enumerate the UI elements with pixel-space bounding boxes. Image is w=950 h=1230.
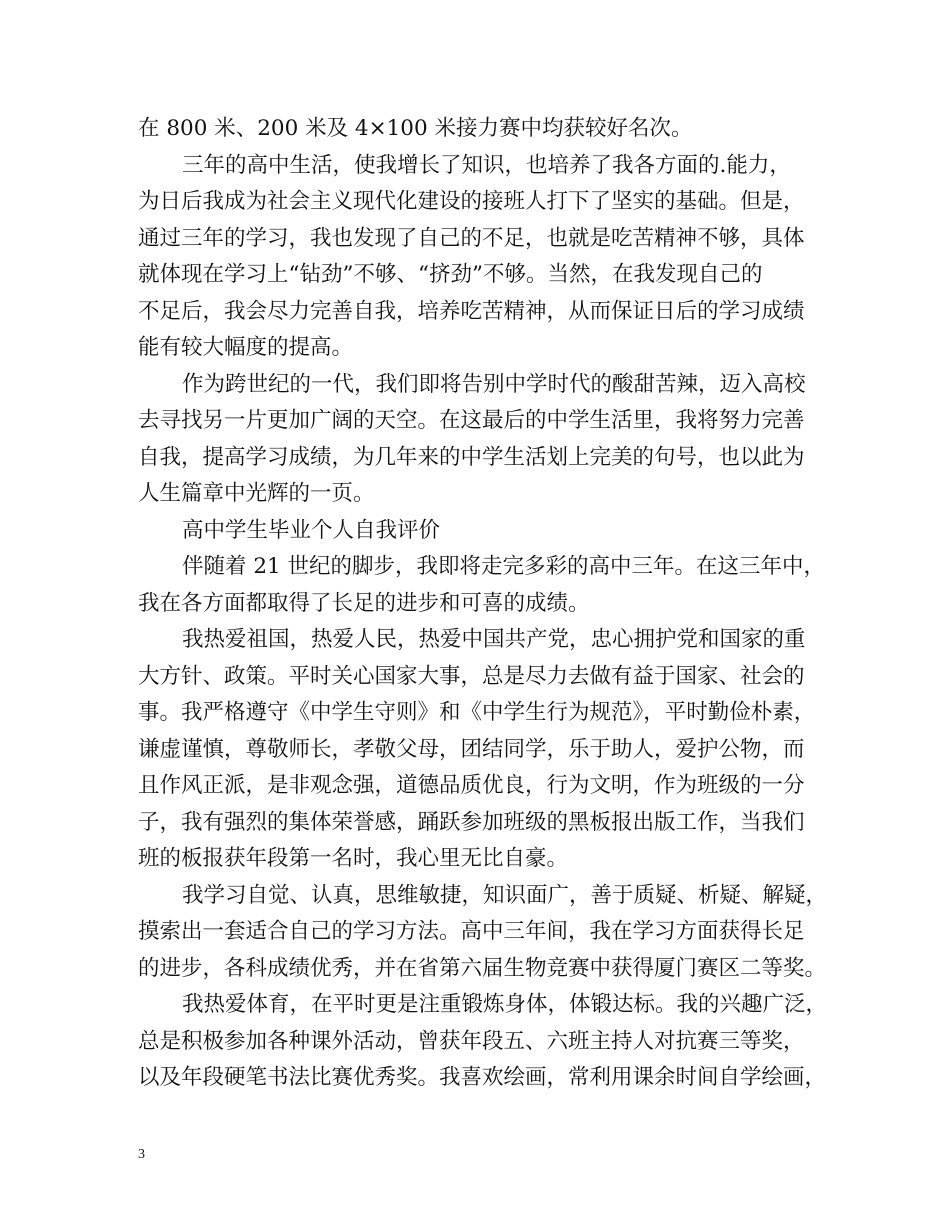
text-line: 人生篇章中光辉的一页。: [138, 481, 375, 506]
text-line: 以及年段硬笔书法比赛优秀奖。我喜欢绘画，常利用课余时间自学绘画，: [138, 1065, 827, 1090]
text-line: 子，我有强烈的集体荣誉感，踊跃参加班级的黑板报出版工作，当我们: [138, 809, 805, 835]
text-line: 为日后我成为社会主义现代化建设的接班人打下了坚实的基础。但是，: [138, 189, 805, 214]
text-line: 班的板报获年段第一名时，我心里无比自豪。: [138, 846, 569, 871]
text-line: 就体现在学习上“钻劲”不够、“挤劲”不够。当然，在我发现自己的: [138, 262, 763, 287]
text-line: 我热爱体育，在平时更是注重锻炼身体，体锻达标。我的兴趣广泛，: [182, 992, 828, 1017]
text-line: 自我，提高学习成绩，为几年来的中学生活划上完美的句号，也以此为: [138, 444, 805, 470]
text-line: 我学习自觉、认真，思维敏捷，知识面广，善于质疑、析疑、解疑，: [182, 882, 828, 908]
text-line: 我在各方面都取得了长足的进步和可喜的成绩。: [138, 590, 590, 616]
text-line: 大方针、政策。平时关心国家大事，总是尽力去做有益于国家、社会的: [138, 663, 805, 689]
text-line: 摸索出一套适合自己的学习方法。高中三年间，我在学习方面获得长足: [138, 919, 805, 944]
page-number: 3: [138, 1147, 145, 1162]
text-line: 不足后，我会尽力完善自我，培养吃苦精神，从而保证日后的学习成绩: [138, 298, 805, 324]
text-line: 通过三年的学习，我也发现了自己的不足，也就是吃苦精神不够，具体: [138, 225, 805, 251]
text-line: 我热爱祖国，热爱人民，热爱中国共产党，忠心拥护党和国家的重: [182, 627, 806, 652]
text-line: 作为跨世纪的一代，我们即将告别中学时代的酸甜苦辣，迈入高校: [182, 371, 806, 397]
text-line: 能有较大幅度的提高。: [138, 335, 354, 360]
text-line: 总是积极参加各种课外活动，曾获年段五、六班主持人对抗赛三等奖，: [138, 1028, 805, 1054]
text-line: 伴随着 21 世纪的脚步，我即将走完多彩的高中三年。在这三年中，: [182, 554, 826, 579]
text-line: 高中学生毕业个人自我评价: [182, 517, 441, 543]
text-line: 且作风正派，是非观念强，道德品质优良，行为文明，作为班级的一分: [138, 773, 805, 798]
text-line: 去寻找另一片更加广阔的天空。在这最后的中学生活里，我将努力完善: [138, 408, 805, 433]
text-line: 在 800 米、200 米及 4×100 米接力赛中均获较好名次。: [138, 116, 693, 141]
text-line: 三年的高中生活，使我增长了知识，也培养了我各方面的.能力，: [182, 152, 791, 178]
text-line: 事。我严格遵守《中学生守则》和《中学生行为规范》，平时勤俭朴素，: [138, 700, 816, 725]
text-line: 的进步，各科成绩优秀，并在省第六届生物竞赛中获得厦门赛区二等奖。: [138, 955, 827, 981]
text-line: 谦虚谨慎，尊敬师长，孝敬父母，团结同学，乐于助人，爱护公物，而: [138, 736, 805, 762]
document-body: [138, 111, 828, 1097]
